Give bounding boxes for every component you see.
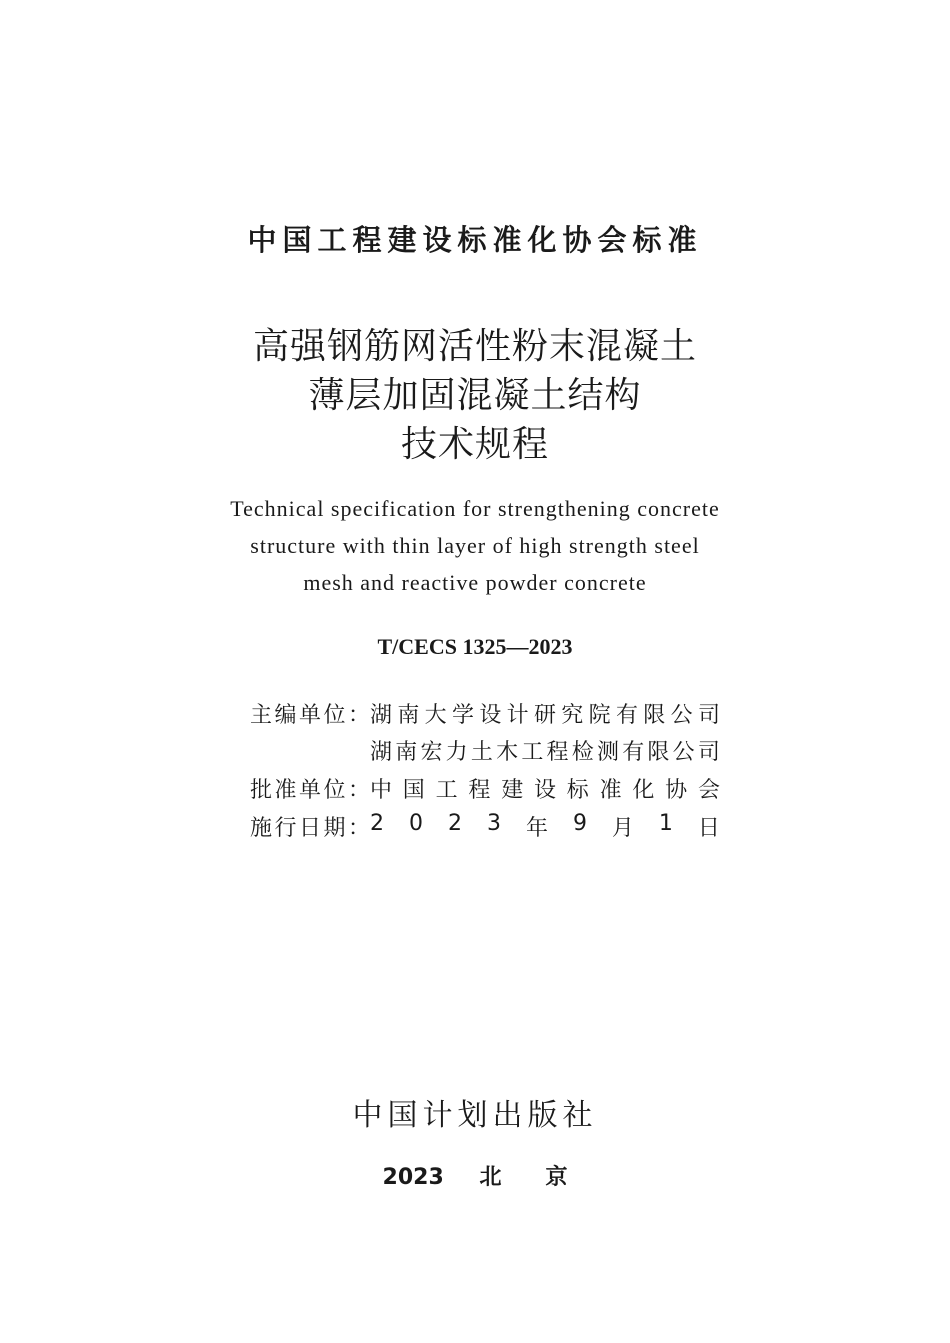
approver-label-char: 单 <box>298 778 321 803</box>
title-line-3: 技术规程 <box>400 424 549 465</box>
editors-label-char: ： <box>347 703 370 728</box>
approver-label-char: 位 <box>323 778 346 803</box>
editor-unit-2-char: 检 <box>571 740 594 765</box>
editor-unit-2 <box>370 735 720 766</box>
editor-unit-1-char: 大 <box>424 703 447 728</box>
series-title: 中国工程建设标准化协会标准 <box>247 223 703 257</box>
effective-date-label-char: 日 <box>298 816 321 841</box>
effective-date-value-char: 1 <box>658 811 673 836</box>
effective-date-label <box>250 811 370 842</box>
editor-unit-2-char: 有 <box>622 740 645 765</box>
imprint <box>0 1160 950 1191</box>
approver-value-char: 化 <box>632 778 655 803</box>
editor-unit-1 <box>370 698 720 729</box>
editor-unit-2-char: 程 <box>546 740 569 765</box>
effective-date-value-char: 月 <box>611 816 634 841</box>
editor-unit-2-char: 南 <box>395 740 418 765</box>
editor-unit-1-char: 究 <box>561 703 584 728</box>
effective-date-value-char: 3 <box>486 811 501 836</box>
editor-unit-2-char: 湖 <box>370 740 393 765</box>
effective-date-label-char: 施 <box>250 816 273 841</box>
approver-value-char: 国 <box>402 778 425 803</box>
approver-label <box>250 773 370 804</box>
imprint-year: 2023 <box>382 1165 444 1190</box>
editor-unit-2-char: 司 <box>697 740 720 765</box>
approver-value-char: 设 <box>533 778 556 803</box>
editors-label-char: 位 <box>323 703 346 728</box>
editor-unit-2-char: 木 <box>496 740 519 765</box>
approver-value-char: 建 <box>501 778 524 803</box>
editors-label-char: 主 <box>250 703 273 728</box>
editor-unit-1-char: 限 <box>643 703 666 728</box>
editor-unit-2-char: 土 <box>470 740 493 765</box>
editors-label-char: 编 <box>274 703 297 728</box>
effective-date-value-char: 0 <box>408 811 423 836</box>
approver-label-char: 批 <box>250 778 273 803</box>
approver-value-char: 准 <box>599 778 622 803</box>
effective-date-value-char: 9 <box>572 811 587 836</box>
english-title-line-2: structure with thin layer of high strength steel <box>250 533 700 558</box>
approver-label-char: 准 <box>274 778 297 803</box>
approver-value-char: 会 <box>697 778 720 803</box>
approver-value-char: 工 <box>435 778 458 803</box>
effective-date-value-char: 2 <box>370 811 384 836</box>
editor-unit-2-char: 公 <box>672 740 695 765</box>
title-line-1: 高强钢筋网活性粉末混凝土 <box>252 326 697 367</box>
approver-value-char: 程 <box>468 778 491 803</box>
editor-unit-2-char: 力 <box>445 740 468 765</box>
editor-unit-1-char: 湖 <box>370 703 393 728</box>
editor-unit-2-char: 测 <box>596 740 619 765</box>
effective-date-value-char: 日 <box>697 816 720 841</box>
title-line-2: 薄层加固混凝土结构 <box>308 375 642 416</box>
english-title-line-3: mesh and reactive powder concrete <box>303 570 647 595</box>
effective-date-value-char: 年 <box>525 816 548 841</box>
standard-code: T/CECS 1325—2023 <box>377 634 573 659</box>
approver-value <box>370 773 720 804</box>
approver-value-char: 协 <box>665 778 688 803</box>
editor-unit-1-char: 院 <box>588 703 611 728</box>
editor-unit-2-char: 工 <box>521 740 544 765</box>
editor-unit-1-char: 计 <box>506 703 529 728</box>
effective-date-label-char: ： <box>347 816 370 841</box>
editor-unit-1-char: 学 <box>451 703 474 728</box>
english-title-line-1: Technical specification for strengthening concrete <box>230 496 720 521</box>
effective-date-label-char: 行 <box>274 816 297 841</box>
editor-unit-1-char: 设 <box>479 703 502 728</box>
imprint-city: 北 京 <box>479 1165 568 1190</box>
editor-unit-1-char: 司 <box>697 703 720 728</box>
editor-unit-1-char: 研 <box>533 703 556 728</box>
editor-unit-2-char: 限 <box>647 740 670 765</box>
editor-unit-1-char: 南 <box>397 703 420 728</box>
effective-date-value-char: 2 <box>447 811 462 836</box>
effective-date-label-char: 期 <box>323 816 346 841</box>
editor-unit-1-char: 公 <box>670 703 693 728</box>
editors-label <box>250 698 370 729</box>
editors-label-char: 单 <box>298 703 321 728</box>
approver-value-char: 标 <box>566 778 589 803</box>
effective-date-value <box>370 811 720 842</box>
editor-unit-2-char: 宏 <box>420 740 443 765</box>
approver-label-char: ： <box>347 778 370 803</box>
publisher: 中国计划出版社 <box>352 1098 598 1133</box>
approver-value-char: 中 <box>370 778 393 803</box>
editor-unit-1-char: 有 <box>615 703 638 728</box>
